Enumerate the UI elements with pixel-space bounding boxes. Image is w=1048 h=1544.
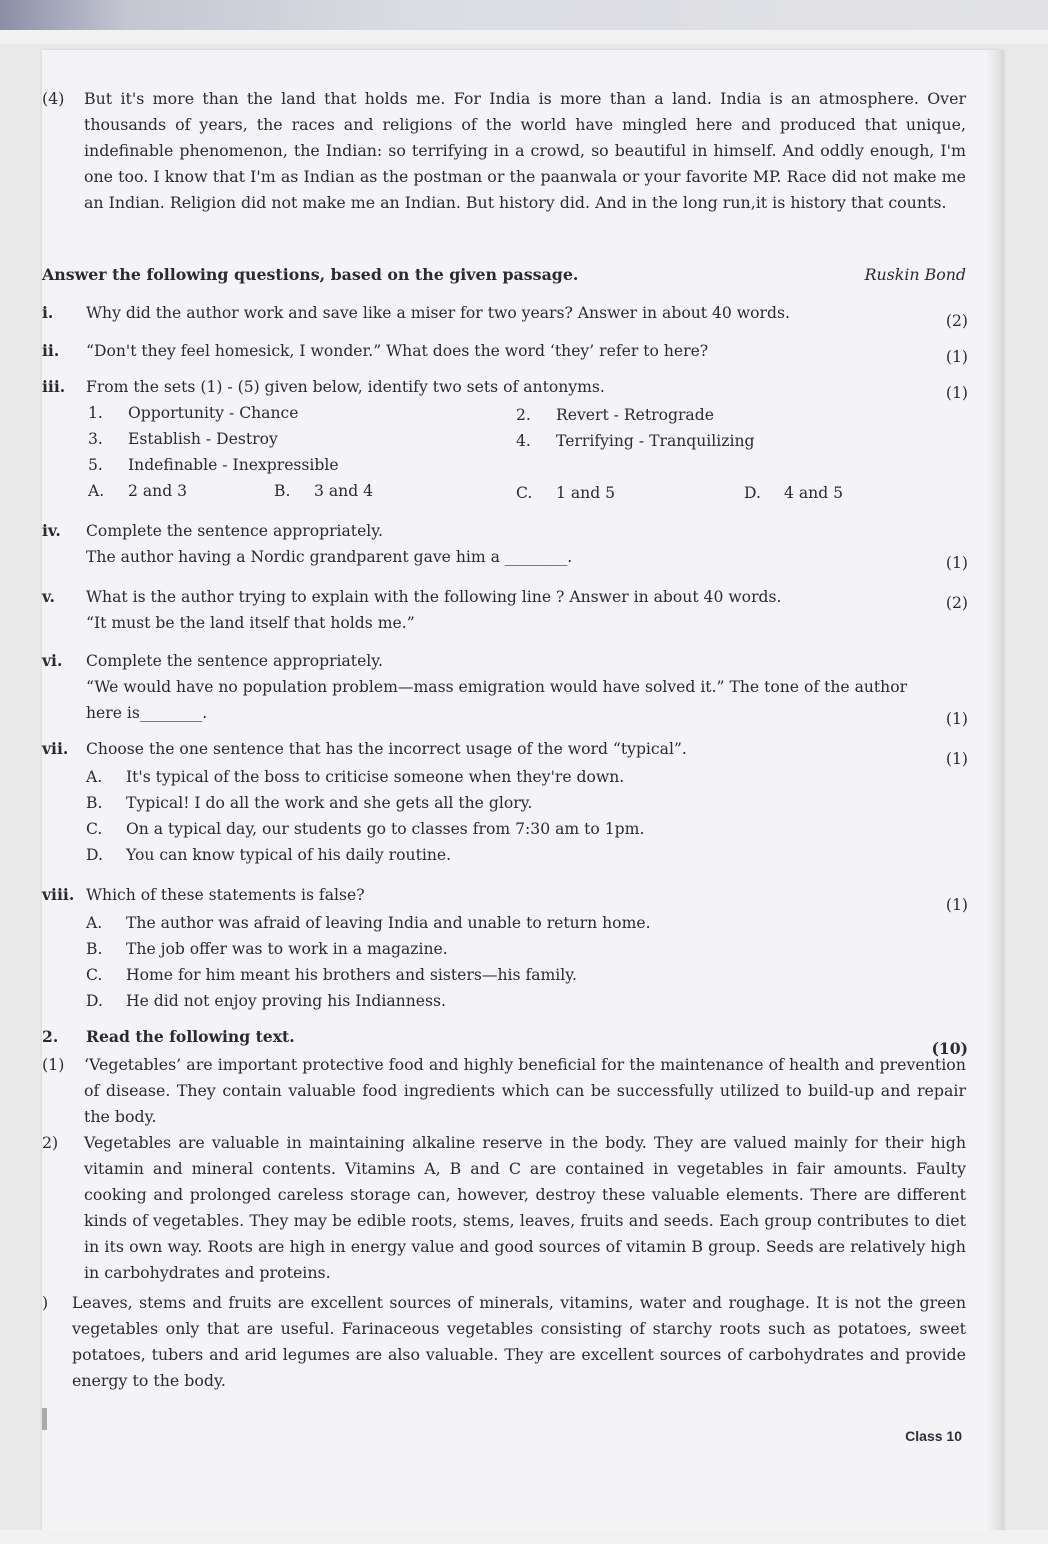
question-ii [42,338,968,364]
antonym-set-1: 1. Opportunity - Chance [88,404,299,422]
antonym-set-5: 5. Indefinable - Inexpressible [88,456,339,474]
page-curl-shadow [986,50,1004,1530]
questions-instruction: Answer the following questions, based on the given passage. [42,265,579,284]
question-marks: (1) [945,750,968,768]
question-marks: (1) [945,710,968,728]
page-edge-mark [42,1408,47,1430]
option-a: A. 2 and 3 [88,482,188,500]
question-text: Which of these statements is false? [86,886,365,904]
question-line-2: “It must be the land itself that holds me.” [86,614,415,632]
passage-text: But it's more than the land that holds me. For India is more than a land. India is an atmosphere. Over thousands of years, the races and religions of the world have mingled here and produced that unique, indefinable phenomenon, the Indian: so terrifying in a crowd, so beautiful in himself. And oddly enough, I'm one too. I know that I'm as Indian as the postman or the paanwala or your favorite MP. Race did not make me an Indian. Religion did not make me an Indian. But history did. And in the long run,it is history that counts. [84,89,966,212]
photo-top-margin [0,30,1048,44]
section-marks: (10) [931,1039,968,1058]
question-text: From the sets (1) - (5) given below, identify two sets of antonyms. [86,378,605,396]
question-number: iii. [42,377,66,396]
page-footer: Class 10 [905,1428,962,1444]
paragraph-text: Vegetables are valuable in maintaining alkaline reserve in the body. They are valued mainly for their high vitamin and mineral contents. Vitamins A, B and C are contained in vegetables in fair amounts. Faulty cooking and prolonged careless storage can, however, destroy these valuable elements. There are different kinds of vegetables. They may be edible roots, stems, leaves, fruits and seeds. Each group contributes to diet in its own way. Roots are high in energy value and good sources of vitamin B group. Seeds are relatively high in carbohydrates and proteins. [84,1133,966,1282]
section-number: 2. [42,1027,59,1046]
antonym-set-4: 4. Terrifying - Tranquilizing [516,432,755,450]
question-marks: (2) [945,312,968,330]
text-paragraph-2 [42,1130,966,1312]
question-iv [42,518,968,570]
question-i [42,300,968,330]
question-marks: (2) [945,594,968,612]
option-d: D. 4 and 5 [744,484,844,502]
question-marks: (1) [945,896,968,914]
question-number: iv. [42,521,61,540]
antonym-set-3: 3. Establish - Destroy [88,430,278,448]
option-a: A. The author was afraid of leaving India and unable to return home. [86,914,651,932]
paragraph-text: ‘Vegetables’ are important protective food and highly beneficial for the maintenance of health and prevention of disease. They contain valuable food ingredients which can be successfully utilized to build-up and repair the body. [84,1055,966,1126]
section-2-header [42,1024,968,1058]
option-c: C. 1 and 5 [516,484,616,502]
question-text: What is the author trying to explain with the following line ? Answer in about 40 words. [86,588,782,606]
question-v [42,584,968,636]
option-b: B. The job offer was to work in a magazine. [86,940,448,958]
question-text: “Don't they feel homesick, I wonder.” What does the word ‘they’ refer to here? [86,342,709,360]
question-vii [42,736,968,866]
paragraph-number: (1) [42,1055,65,1074]
question-marks: (1) [945,384,968,402]
question-iii [42,374,968,514]
option-d: D. You can know typical of his daily routine. [86,846,452,864]
question-line-3: here is________. [86,704,208,722]
question-number: i. [42,303,54,322]
paragraph-text: Leaves, stems and fruits are excellent sources of minerals, vitamins, water and roughage. It is not the green vegetables only that are useful. Farinaceous vegetables consisting of starchy roots such as potatoes, sweet potatoes, tubers and arid legumes are also valuable. They are excellent sources of carbohydrates and provide energy to the body. [72,1293,966,1390]
question-number: vi. [42,651,63,670]
antonym-set-2: 2. Revert - Retrograde [516,406,714,424]
paragraph-number: (4) [42,89,65,108]
text-paragraph-3 [42,1290,966,1394]
question-number: viii. [42,885,75,904]
text-paragraph-1 [42,1052,966,1130]
question-vi [42,648,968,726]
option-a: A. It's typical of the boss to criticise someone when they're down. [86,768,625,786]
question-text: Why did the author work and save like a miser for two years? Answer in about 40 words. [86,304,790,322]
paragraph-number: 2) [42,1133,59,1152]
photo-bottom-margin [0,1530,1048,1544]
question-text: Complete the sentence appropriately. [86,652,383,670]
section-title: Read the following text. [86,1027,295,1046]
passage-author: Ruskin Bond [864,265,966,284]
option-c: C. Home for him meant his brothers and sisters—his family. [86,966,577,984]
option-b: B. 3 and 4 [274,482,374,500]
option-c: C. On a typical day, our students go to classes from 7:30 am to 1pm. [86,820,645,838]
option-d: D. He did not enjoy proving his Indianness. [86,992,446,1010]
paragraph-number: ) [42,1293,49,1312]
question-number: v. [42,587,55,606]
question-text: Choose the one sentence that has the incorrect usage of the word “typical”. [86,740,687,758]
photo-top-band [0,0,1048,30]
question-viii [42,882,968,1012]
book-page [42,50,1004,1530]
option-b: B. Typical! I do all the work and she gets all the glory. [86,794,533,812]
question-number: vii. [42,739,69,758]
question-line-2: “We would have no population problem—mass emigration would have solved it.” The tone of the author [86,678,908,696]
question-text: Complete the sentence appropriately. [86,522,383,540]
question-marks: (1) [945,348,968,366]
question-number: ii. [42,341,60,360]
question-line-2: The author having a Nordic grandparent gave him a ________. [86,548,573,566]
question-marks: (1) [945,554,968,572]
